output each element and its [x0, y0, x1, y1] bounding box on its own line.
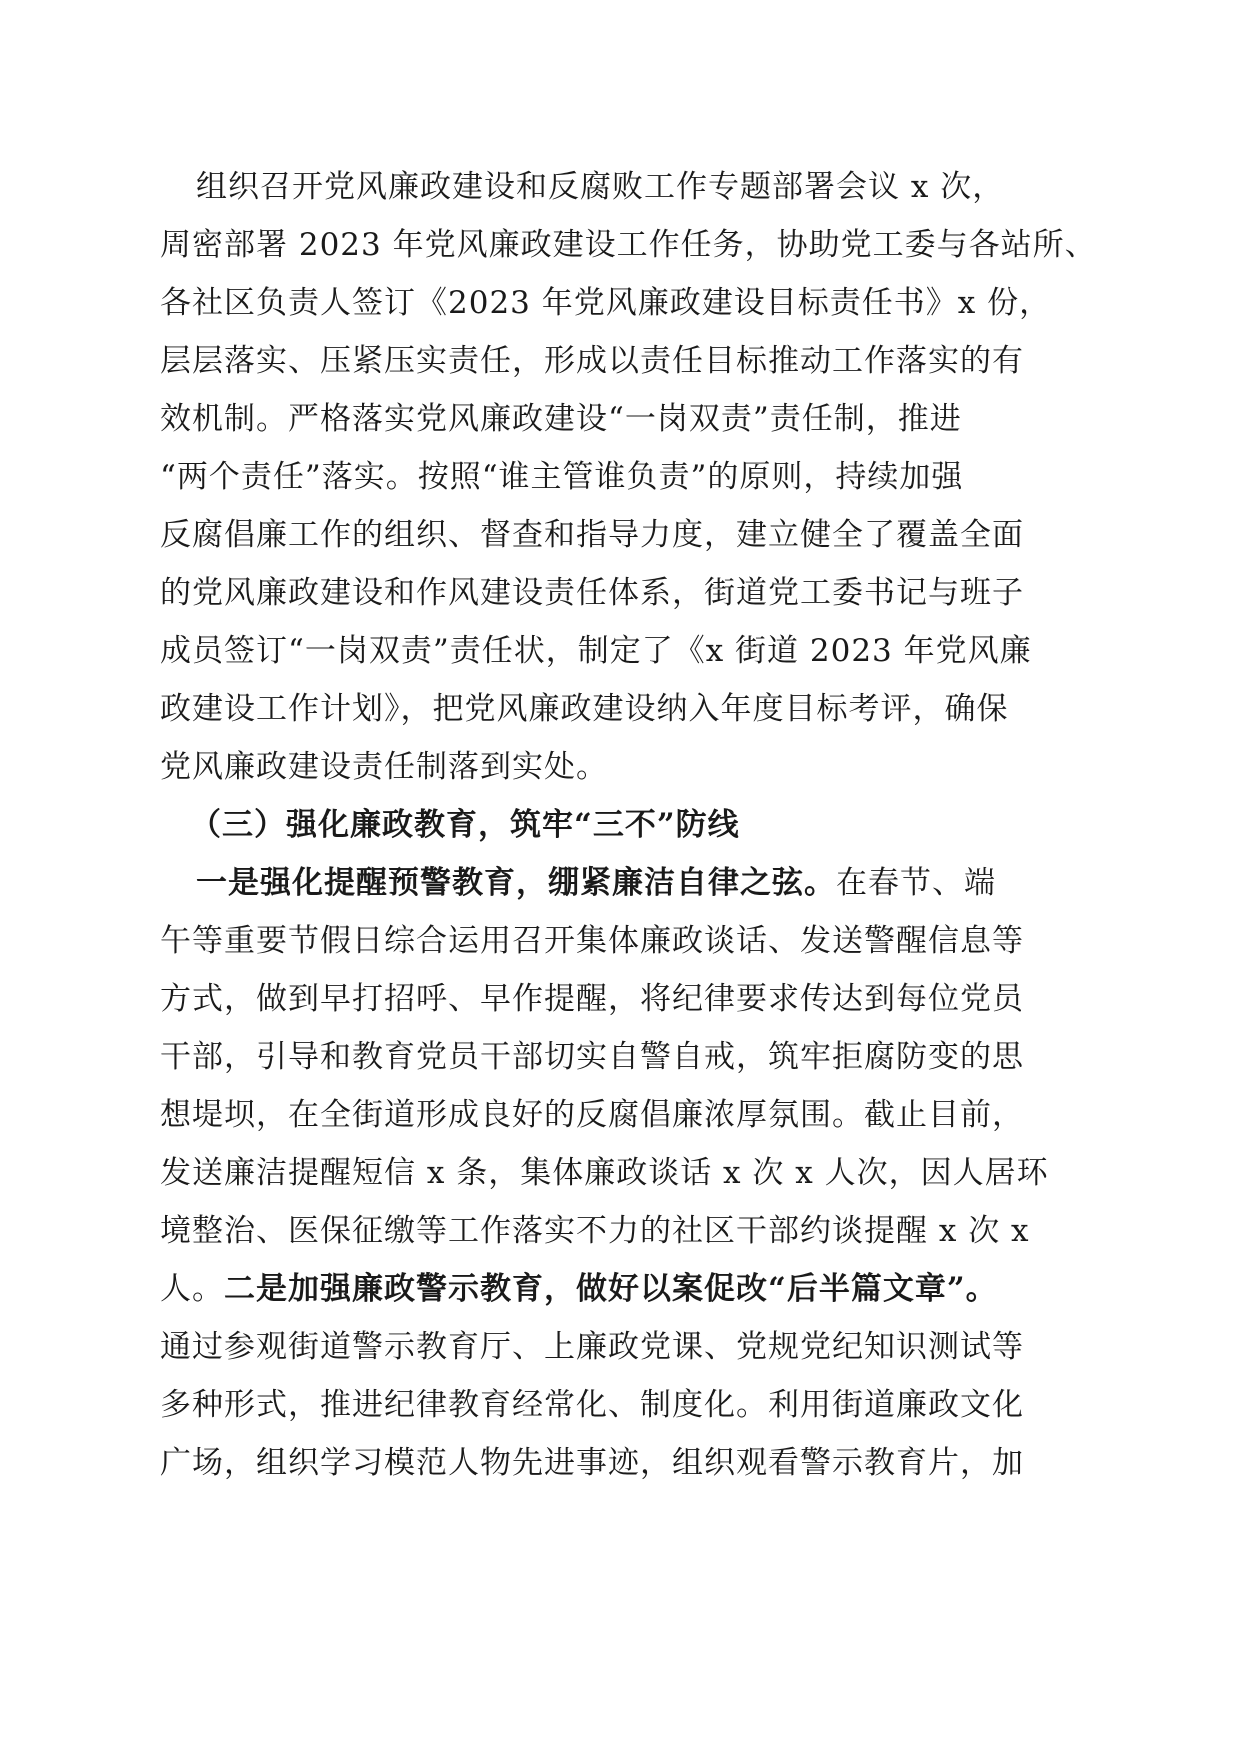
section-heading — [190, 796, 1110, 854]
paragraph-line — [160, 970, 1080, 1028]
paragraph-line — [160, 912, 1080, 970]
line-text: 党风廉政建设责任制落到实处。 — [160, 749, 608, 785]
paragraph-line — [160, 332, 1080, 390]
line-text: 境整治、医保征缴等工作落实不力的社区干部约谈提醒 x 次 x — [160, 1213, 1030, 1249]
line-text: 多种形式，推进纪律教育经常化、制度化。利用街道廉政文化 — [160, 1387, 1024, 1423]
bold-lead-text: 二是加强廉政警示教育，做好以案促改“后半篇文章”。 — [224, 1271, 998, 1307]
paragraph-line — [160, 1434, 1080, 1492]
heading-text: （三）强化廉政教育，筑牢“三不”防线 — [190, 807, 740, 843]
line-text: 人。 — [160, 1271, 224, 1307]
line-text: 周密部署 2023 年党风廉政建设工作任务，协助党工委与各站所、 — [160, 227, 1097, 263]
line-text: 干部，引导和教育党员干部切实自警自戒，筑牢拒腐防变的思 — [160, 1039, 1024, 1075]
line-text: 成员签订“一岗双责”责任状，制定了《x 街道 2023 年党风廉 — [160, 633, 1032, 669]
paragraph-line — [160, 738, 1080, 796]
paragraph-line — [160, 1028, 1080, 1086]
paragraph-line — [160, 622, 1080, 680]
paragraph-line — [160, 680, 1080, 738]
line-text: 组织召开党风廉政建设和反腐败工作专题部署会议 x 次， — [196, 169, 1005, 205]
paragraph-line — [160, 1202, 1080, 1260]
line-text: 层层落实、压紧压实责任，形成以责任目标推动工作落实的有 — [160, 343, 1024, 379]
paragraph-line — [160, 506, 1080, 564]
paragraph-line — [196, 158, 1116, 216]
bold-lead-text: 一是强化提醒预警教育，绷紧廉洁自律之弦。 — [196, 865, 836, 901]
paragraph-line — [160, 564, 1080, 622]
line-text: 午等重要节假日综合运用召开集体廉政谈话、发送警醒信息等 — [160, 923, 1024, 959]
line-text: “两个责任”落实。按照“谁主管谁负责”的原则，持续加强 — [160, 459, 964, 495]
line-text: 想堤坝，在全街道形成良好的反腐倡廉浓厚氛围。截止目前， — [160, 1097, 1024, 1133]
paragraph-line — [160, 1086, 1080, 1144]
paragraph-line — [160, 1260, 1080, 1318]
paragraph-line — [160, 390, 1080, 448]
line-text: 效机制。严格落实党风廉政建设“一岗双责”责任制，推进 — [160, 401, 962, 437]
line-text: 发送廉洁提醒短信 x 条，集体廉政谈话 x 次 x 人次，因人居环 — [160, 1155, 1049, 1191]
line-text: 的党风廉政建设和作风建设责任体系，街道党工委书记与班子 — [160, 575, 1024, 611]
line-text: 方式，做到早打招呼、早作提醒，将纪律要求传达到每位党员 — [160, 981, 1024, 1017]
line-text: 反腐倡廉工作的组织、督查和指导力度，建立健全了覆盖全面 — [160, 517, 1024, 553]
paragraph-line — [160, 1318, 1080, 1376]
paragraph-line — [160, 448, 1080, 506]
paragraph-line — [160, 274, 1080, 332]
line-text: 政建设工作计划》，把党风廉政建设纳入年度目标考评，确保 — [160, 691, 1009, 727]
paragraph-line — [196, 854, 1116, 912]
line-text: 在春节、端 — [836, 865, 996, 901]
paragraph-line — [160, 1376, 1080, 1434]
paragraph-line — [160, 216, 1097, 274]
line-text: 通过参观街道警示教育厅、上廉政党课、党规党纪知识测试等 — [160, 1329, 1024, 1365]
paragraph-line — [160, 1144, 1080, 1202]
line-text: 各社区负责人签订《2023 年党风廉政建设目标责任书》x 份， — [160, 285, 1052, 321]
line-text: 广场，组织学习模范人物先进事迹，组织观看警示教育片，加 — [160, 1445, 1024, 1481]
